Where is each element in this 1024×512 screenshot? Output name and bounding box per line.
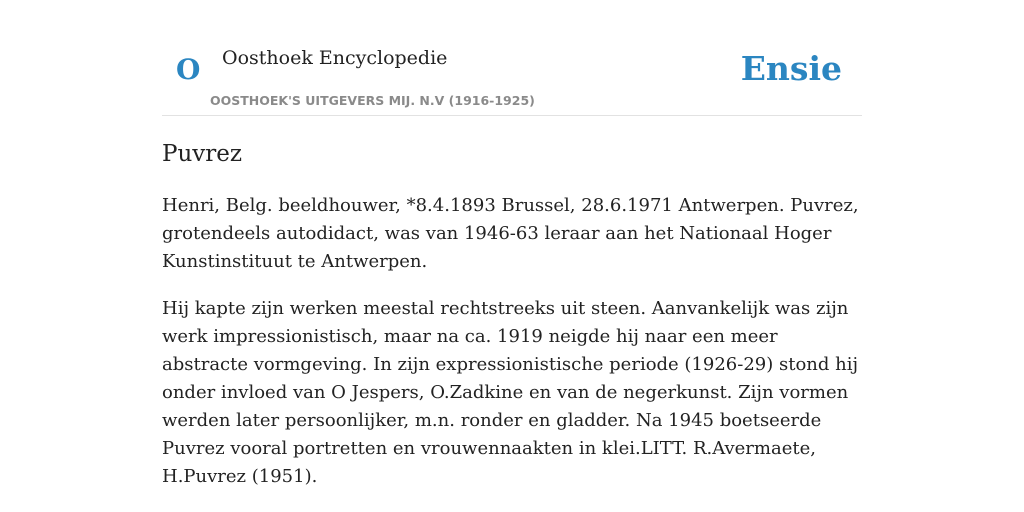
source-logo-letter: O xyxy=(176,53,201,86)
entry-title: Puvrez xyxy=(162,141,243,167)
header-divider xyxy=(162,115,862,116)
source-subtitle: OOSTHOEK'S UITGEVERS MIJ. N.V (1916-1925) xyxy=(210,93,535,108)
entry-paragraph: Henri, Belg. beeldhouwer, *8.4.1893 Brussel, 28.6.1971 Antwerpen. Puvrez, grotendeels autodidact, was van 1946-63 leraar aan het Nationaal Hoger Kunstinstituut te Antwerpen. xyxy=(162,195,859,272)
source-title-link[interactable]: Oosthoek Encyclopedie xyxy=(222,47,448,69)
entry-paragraph: Hij kapte zijn werken meestal rechtstreeks uit steen. Aanvankelijk was zijn werk impressionistisch, maar na ca. 1919 neigde hij naar een meer abstracte vormgeving. In zijn expressionistische periode (1926-29) stond hij onder invloed van O Jespers, O.Zadkine en van de negerkunst. Zijn vormen werden later persoonlijker, m.n. ronder en gladder. Na 1945 boetseerde Puvrez vooral portretten en vrouwennaakten in klei.LITT. R.Avermaete, H.Puvrez (1951). xyxy=(162,298,859,487)
ensie-logo-link[interactable]: Ensie xyxy=(740,49,842,88)
entry-body xyxy=(162,192,862,510)
